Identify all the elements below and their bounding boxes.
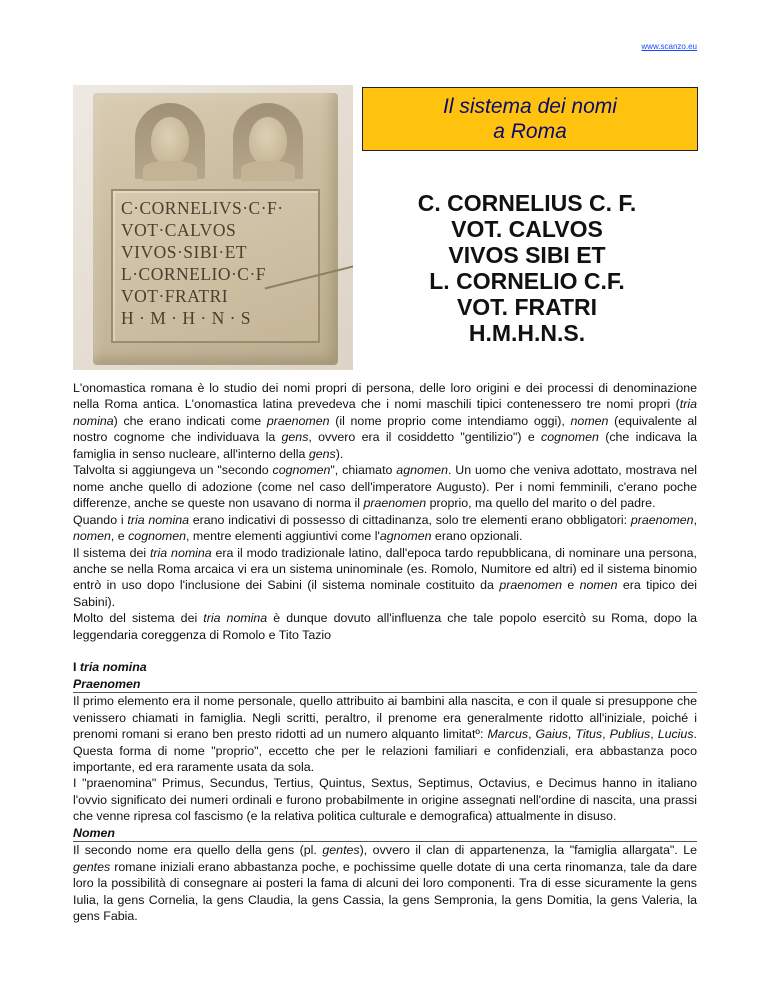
section-heading: I tria nomina bbox=[73, 660, 147, 675]
inscription-line: C·CORNELIVS·C·F· bbox=[121, 198, 284, 218]
praenomen-paragraph: Il primo elemento era il nome personale, quello attribuito ai bambini alla nascita, e con il quale si presuppone che venissero chiamati in famiglia. Negli scritti, peraltro, il prenome era generalmente ridotto all'iniziale, poiché i prenomi romani si erano ben presto ridotti ad un numero alquanto limitatº: Marcus, Gaius, Titus, Publius, Lucius. Questa forma di nome "proprio", eccetto che per le relazioni familiari e confidenziali, era abbastanza poco importante, ed era raramente usata da sola. bbox=[73, 694, 697, 774]
inscription-line: VOT·CALVOS bbox=[121, 220, 237, 240]
stele-stone bbox=[93, 93, 338, 365]
inscription-line: VIVOS·SIBI·ET bbox=[121, 242, 248, 262]
nomen-paragraph: Il secondo nome era quello della gens (pl. gentes), ovvero il clan di appartenenza, la "famiglia allargata". Le gentes romane iniziali erano abbastanza poche, e pochissime quelle dotate di una certa rinomanza, tale da dare loro la possibilità di consegnare ai posteri la fama di alcuni dei loro componenti. Tra di esse sicuramente la gens Iulia, la gens Cornelia, la gens Claudia, la gens Cassia, la gens Sempronia, la gens Domitia, la gens Valeria, la gens Fabia. bbox=[73, 843, 697, 924]
transcription-line: C. CORNELIUS C. F. bbox=[417, 190, 637, 216]
title-line-2: a Roma bbox=[493, 120, 567, 143]
transcription-line: H.M.H.N.S. bbox=[468, 320, 586, 346]
funerary-stele-photo bbox=[73, 85, 353, 370]
right-portrait-bust bbox=[249, 117, 287, 165]
left-portrait-niche bbox=[135, 103, 205, 179]
section-spacer bbox=[73, 643, 697, 659]
intro-paragraph: Molto del sistema dei tria nomina è dunque dovuto all'influenza che tale popolo esercitò su Roma, dopo la leggendaria coreggenza di Romolo e Tito Tazio bbox=[73, 611, 697, 642]
intro-paragraph: Il sistema dei tria nomina era il modo tradizionale latino, dall'epoca tardo repubblicana, di nominare una persona, anche se nella Roma arcaica vi era un sistema uninominale (es. Romolo, Numitore ed altri) ed il sistema binomio entrò in uso dopo l'inclusione dei Sabini (il sistema nominale costituito da praenomen e nomen era tipico dei Sabini). bbox=[73, 545, 697, 609]
inscription-line: VOT·FRATRI bbox=[121, 286, 229, 306]
title-line-1: Il sistema dei nomi bbox=[443, 95, 617, 118]
transcription-line: VIVOS SIBI ET bbox=[448, 242, 606, 268]
transcription-line: L. CORNELIO C.F. bbox=[429, 268, 625, 294]
inscription-line: H · M · H · N · S bbox=[121, 308, 252, 328]
site-link[interactable]: www.scanzo.eu bbox=[641, 42, 697, 51]
inscription-text bbox=[121, 197, 312, 329]
nomen-heading: Nomen bbox=[73, 825, 697, 842]
intro-paragraph: Quando i tria nomina erano indicativi di possesso di cittadinanza, solo tre elementi erano obbligatori: praenomen, nomen, e cognomen, mentre elementi aggiuntivi come l'agnomen erano opzionali. bbox=[73, 512, 698, 544]
inscription-panel bbox=[111, 189, 320, 343]
inscription-transcription bbox=[372, 190, 682, 346]
title-box bbox=[362, 87, 698, 151]
transcription-line: VOT. FRATRI bbox=[456, 294, 598, 320]
intro-paragraph: L'onomastica romana è lo studio dei nomi propri di persona, delle loro origini e dei processi di denominazione nella Roma antica. L'onomastica latina prevedeva che i nomi maschili tipici contenessero tre nomi propri (tria nomina) che erano indicati come praenomen (il nome proprio come intendiamo oggi), nomen (equivalente al nostro cognome che individuava la gens, ovvero era il cosiddetto "gentilizio") e cognomen (che indicava la famiglia in senso nucleare, all'interno della gens). bbox=[73, 381, 698, 461]
praenomen-heading: Praenomen bbox=[73, 676, 697, 693]
intro-paragraph: Talvolta si aggiungeva un "secondo cognomen", chiamato agnomen. Un uomo che veniva adottato, mostrava nel nome anche quello di adozione (come nel caso dell'imperatore Augusto). Per i nomi femminili, c'erano poche differenze, anche se queste non usavano di norma il praenomen proprio, ma quello del marito o del padre. bbox=[73, 463, 697, 511]
inscription-line: L·CORNELIO·C·F bbox=[121, 264, 267, 284]
praenomen-paragraph: I "praenomina" Primus, Secundus, Tertius, Quintus, Sextus, Septimus, Octavius, e Decimus hanno in italiano l'ovvio significato dei numeri ordinali e furono probabilmente in origine assegnati nell'ordine di nascita, una prassi che venne ripresa col fascismo (e la relativa politica culturale e demografica) attualmente in disuso. bbox=[73, 776, 697, 824]
left-portrait-bust bbox=[151, 117, 189, 165]
article-body bbox=[73, 380, 697, 925]
transcription-line: VOT. CALVOS bbox=[451, 216, 603, 242]
right-portrait-niche bbox=[233, 103, 303, 179]
